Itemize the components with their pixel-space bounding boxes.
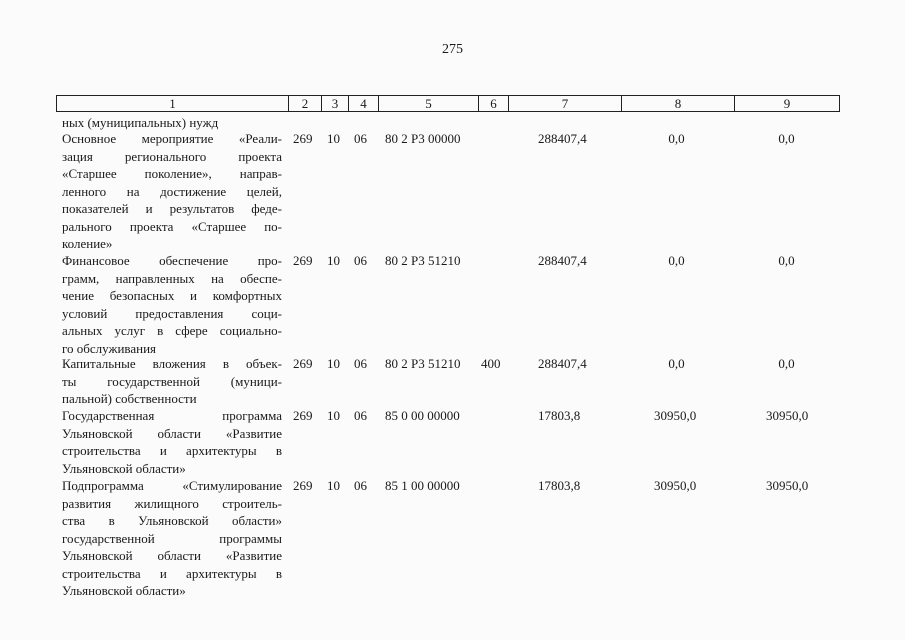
col-3-value: 10: [327, 356, 340, 371]
column-header-2: 2: [288, 96, 321, 111]
col-7-amount: 288407,4: [538, 356, 587, 371]
description-line: грамм, направленных на обеспе-: [62, 270, 282, 286]
column-header-3: 3: [321, 96, 348, 111]
col-3-value: 10: [327, 408, 340, 423]
col-7-amount: 288407,4: [538, 131, 587, 146]
row-description: [62, 407, 282, 477]
col-9-amount: 0,0: [778, 253, 795, 268]
col-5-code: 85 1 00 00000: [385, 478, 460, 493]
description-line: Финансовое обеспечение про-: [62, 253, 282, 268]
col-4-value: 06: [354, 478, 367, 493]
col-7-amount: 288407,4: [538, 253, 587, 268]
description-line: условий предоставления соци-: [62, 305, 282, 321]
row-description: [62, 130, 282, 253]
col-4-value: 06: [354, 253, 367, 268]
description-line: зация регионального проекта: [62, 148, 282, 164]
col-2-value: 269: [293, 253, 313, 268]
description-line: «Старшее поколение», направ-: [62, 166, 282, 181]
description-line: Подпрограмма «Стимулирование: [62, 478, 282, 493]
col-8-amount: 0,0: [668, 356, 685, 371]
description-line: Основное мероприятие «Реали-: [62, 131, 282, 146]
row-description: [62, 252, 282, 357]
description-line: рального проекта «Старшее по-: [62, 218, 282, 234]
col-7-amount: 17803,8: [538, 478, 581, 493]
col-8-amount: 0,0: [668, 253, 685, 268]
col-9-amount: 30950,0: [766, 408, 809, 423]
description-line: Государственная программа: [62, 408, 282, 423]
col-4-value: 06: [354, 131, 367, 146]
table-header-row: [56, 95, 840, 112]
col-2-value: 269: [293, 131, 313, 146]
column-header-6: 6: [478, 96, 508, 111]
col-3-value: 10: [327, 131, 340, 146]
column-header-4: 4: [348, 96, 378, 111]
description-line: го обслуживания: [62, 340, 157, 356]
column-header-1: 1: [169, 96, 176, 111]
description-line: государственной программы: [62, 530, 282, 546]
description-line: развития жилищного строитель-: [62, 495, 282, 511]
description-line: строительства и архитектуры в: [62, 565, 282, 581]
col-6-value: 400: [481, 356, 501, 371]
description-line: ты государственной (муници-: [62, 373, 282, 389]
row-description: [62, 355, 282, 408]
column-header-7: 7: [508, 96, 621, 111]
col-2-value: 269: [293, 478, 313, 493]
col-8-amount: 0,0: [668, 131, 685, 146]
description-line: ства в Ульяновской области»: [62, 513, 282, 528]
description-line: ленного на достижение целей,: [62, 183, 282, 199]
column-header-9: 9: [734, 96, 839, 111]
col-5-code: 80 2 P3 51210: [385, 253, 461, 268]
description-line: коление»: [62, 236, 113, 251]
col-3-value: 10: [327, 478, 340, 493]
col-8-amount: 30950,0: [654, 408, 697, 423]
description-line: чение безопасных и комфортных: [62, 288, 282, 303]
col-9-amount: 30950,0: [766, 478, 809, 493]
page-number: 275: [442, 42, 463, 57]
column-header-8: 8: [621, 96, 734, 111]
col-5-code: 80 2 P3 00000: [385, 131, 461, 146]
col-7-amount: 17803,8: [538, 408, 581, 423]
col-2-value: 269: [293, 408, 313, 423]
description-line: Ульяновской области «Развитие: [62, 548, 282, 563]
col-3-value: 10: [327, 253, 340, 268]
col-9-amount: 0,0: [778, 356, 795, 371]
col-4-value: 06: [354, 408, 367, 423]
col-4-value: 06: [354, 356, 367, 371]
description-line: показателей и результатов феде-: [62, 201, 282, 216]
description-line: Ульяновской области»: [62, 583, 186, 598]
description-line: пальной) собственности: [62, 391, 197, 406]
continued-text: ных (муниципальных) нужд: [62, 115, 219, 130]
col-9-amount: 0,0: [778, 131, 795, 146]
col-5-code: 85 0 00 00000: [385, 408, 460, 423]
row-description: [62, 477, 282, 600]
description-line: Ульяновской области «Развитие: [62, 425, 282, 441]
description-line: Капитальные вложения в объек-: [62, 356, 282, 371]
description-line: Ульяновской области»: [62, 460, 186, 476]
description-line: строительства и архитектуры в: [62, 443, 282, 458]
col-2-value: 269: [293, 356, 313, 371]
col-5-code: 80 2 P3 51210: [385, 356, 461, 371]
description-line: альных услуг в сфере социально-: [62, 323, 282, 338]
column-header-5: 5: [378, 96, 478, 111]
col-8-amount: 30950,0: [654, 478, 697, 493]
